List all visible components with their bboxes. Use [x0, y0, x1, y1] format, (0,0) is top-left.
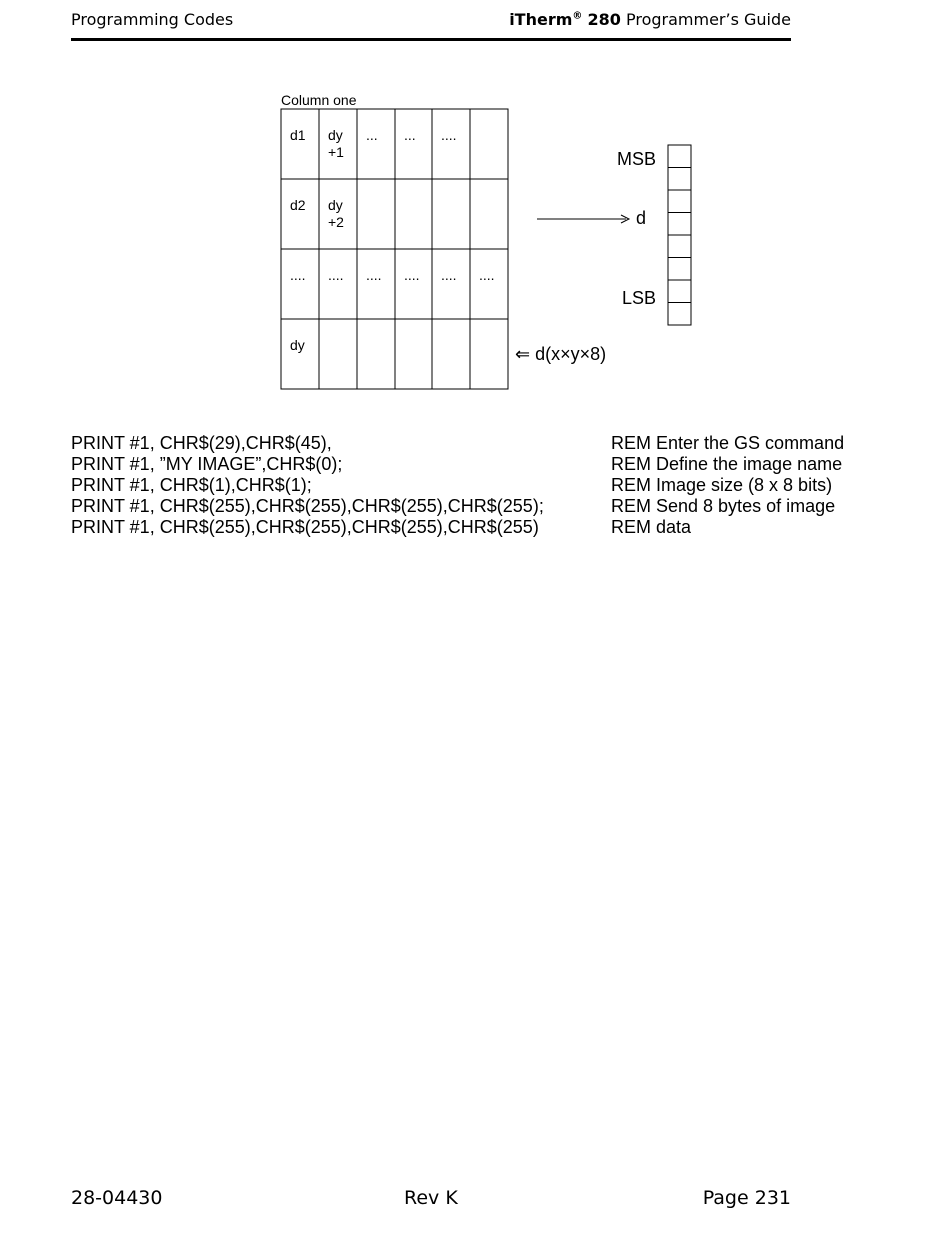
grid-cell-text: dy +1: [328, 127, 344, 160]
grid-cell: [470, 109, 508, 179]
msb-label: MSB: [617, 149, 657, 169]
grid-cell: [432, 319, 470, 389]
grid-cell: [395, 179, 432, 249]
grid-cell-text: d1: [290, 127, 306, 143]
grid-cell-text: dy +2: [328, 197, 344, 230]
bit-image-diagram: [0, 0, 950, 420]
footer-doc-number: 28-04430: [71, 1187, 163, 1209]
grid-cell: [357, 319, 395, 389]
code-command: PRINT #1, CHR$(29),CHR$(45),: [71, 433, 332, 453]
code-command: PRINT #1, CHR$(255),CHR$(255),CHR$(255),CHR$(255);: [71, 496, 544, 516]
registered-mark: ®: [572, 10, 583, 22]
grid-cell: [395, 319, 432, 389]
code-line: [71, 475, 871, 496]
grid-cell: [395, 109, 432, 179]
column-one-label: Column one: [281, 92, 357, 108]
grid-cell: [319, 319, 357, 389]
code-remark: REM data: [611, 517, 692, 537]
grid-cell-text: ....: [366, 267, 382, 283]
code-command: PRINT #1, CHR$(255),CHR$(255),CHR$(255),CHR$(255): [71, 517, 539, 537]
grid-cell: [432, 249, 470, 319]
code-line: [71, 517, 871, 538]
grid-cell: [470, 249, 508, 319]
bit-cell: [668, 235, 691, 258]
grid-cell-text: ....: [479, 267, 495, 283]
grid-cell-text: dy: [290, 337, 305, 353]
grid-cell-text: ....: [404, 267, 420, 283]
bit-cell: [668, 213, 691, 236]
grid-cell-text: ...: [404, 127, 416, 143]
grid-cell: [470, 319, 508, 389]
bit-column: [668, 145, 691, 325]
grid-cell-text: d2: [290, 197, 306, 213]
bit-cell: [668, 145, 691, 168]
last-byte-label: ⇐ d(x×y×8): [515, 344, 607, 364]
grid-cell-text: ...: [366, 127, 378, 143]
code-listing: [71, 433, 871, 538]
model-number: 280: [587, 10, 621, 29]
grid-cell-text: ....: [328, 267, 344, 283]
bit-cell: [668, 258, 691, 281]
grid-cell: [470, 179, 508, 249]
product-name: iTherm: [509, 10, 573, 29]
lsb-label: LSB: [622, 288, 657, 308]
grid-cell: [319, 249, 357, 319]
data-grid: [281, 109, 508, 389]
code-line: [71, 454, 871, 475]
footer-page-number: Page 231: [702, 1187, 791, 1209]
grid-cell-text: ....: [290, 267, 306, 283]
grid-cell-text: ....: [441, 267, 457, 283]
bit-cell: [668, 303, 691, 326]
code-line: [71, 433, 871, 454]
grid-cell: [281, 109, 319, 179]
code-remark: REM Send 8 bytes of image: [611, 496, 836, 516]
code-remark: REM Image size (8 x 8 bits): [611, 475, 833, 495]
grid-cell: [432, 109, 470, 179]
bit-cell: [668, 280, 691, 303]
bit-cell: [668, 168, 691, 191]
bit-cell: [668, 190, 691, 213]
d-label: d: [636, 208, 647, 228]
code-command: PRINT #1, CHR$(1),CHR$(1);: [71, 475, 312, 495]
grid-cell: [281, 179, 319, 249]
grid-cell: [432, 179, 470, 249]
grid-cell: [357, 249, 395, 319]
grid-cell-text: ....: [441, 127, 457, 143]
guide-name: Programmer’s Guide: [625, 10, 791, 29]
grid-cell: [281, 319, 319, 389]
grid-cell: [357, 179, 395, 249]
header-section-title: Programming Codes: [71, 10, 234, 29]
grid-cell: [395, 249, 432, 319]
code-command: PRINT #1, ”MY IMAGE”,CHR$(0);: [71, 454, 343, 474]
footer-revision: Rev K: [404, 1187, 458, 1209]
grid-cell: [357, 109, 395, 179]
grid-cell: [281, 249, 319, 319]
code-line: [71, 496, 871, 517]
code-remark: REM Enter the GS command: [611, 433, 845, 453]
code-remark: REM Define the image name: [611, 454, 843, 474]
